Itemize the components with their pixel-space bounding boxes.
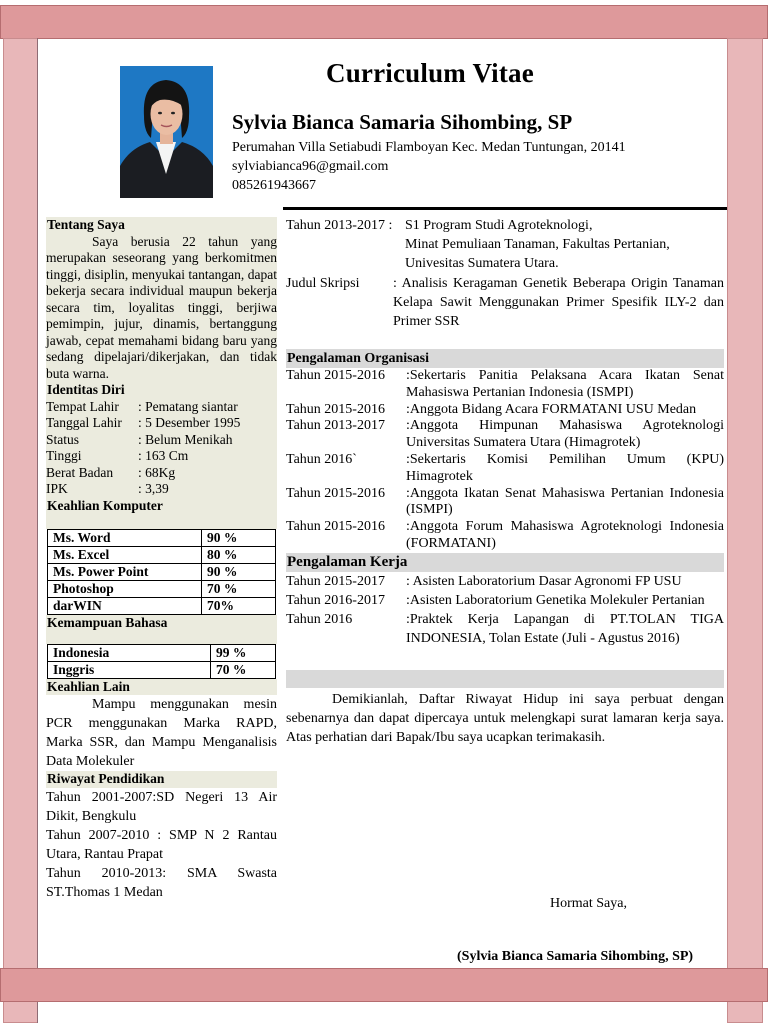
- computer-skills-heading: Keahlian Komputer: [46, 498, 277, 515]
- other-skills-text: Mampu menggunakan mesin PCR menggunakan Marka RAPD, Marka SSR, dan Mampu Menganalisis Data Molekuler: [46, 697, 277, 769]
- about-heading: Tentang Saya: [46, 217, 277, 234]
- regards-text: Hormat Saya,: [550, 896, 627, 911]
- organization-heading: Pengalaman Organisasi: [286, 349, 724, 368]
- identity-row: [46, 481, 277, 498]
- language-level: 99 %: [211, 644, 276, 661]
- thesis-row: [286, 274, 724, 331]
- table-row: [48, 598, 276, 615]
- section-spacer: [286, 648, 724, 670]
- thesis-label: Judul Skripsi: [286, 276, 360, 291]
- work-year: Tahun 2016-2017: [286, 592, 385, 608]
- work-heading: Pengalaman Kerja: [286, 553, 724, 572]
- education-line: Univesitas Sumatera Utara.: [405, 256, 559, 271]
- signature-name: (Sylvia Bianca Samaria Sihombing, SP): [457, 949, 694, 964]
- right-border-strip: [727, 38, 763, 1023]
- skill-name: Ms. Word: [48, 530, 202, 547]
- list-item: [286, 368, 724, 402]
- skill-name: darWIN: [48, 598, 202, 615]
- language-name: Inggris: [48, 661, 211, 678]
- left-border-strip: [3, 38, 38, 1023]
- identity-value: : 163 Cm: [138, 448, 189, 463]
- closing-gray-bar: [286, 670, 724, 688]
- skill-name: Ms. Power Point: [48, 564, 202, 581]
- org-text: :Anggota Forum Mahasiswa Agroteknologi Indonesia (FORMATANI): [406, 519, 724, 551]
- identity-key: Berat Badan: [46, 464, 114, 480]
- table-row: [48, 644, 276, 661]
- language-name: Indonesia: [48, 644, 211, 661]
- section-spacer: [286, 331, 724, 349]
- thesis-text: : Analisis Keragaman Genetik Beberapa Origin Tanaman Kelapa Sawit Menggunakan Primer Spesifik ILY-2 dan Primer SSR: [393, 276, 724, 329]
- org-text: :Sekertaris Panitia Pelaksana Acara Ikatan Senat Mahasiswa Pertanian Indonesia (ISMPI): [406, 368, 724, 400]
- education-degree: S1 Program Studi Agroteknologi,: [405, 218, 593, 233]
- identity-row: [46, 432, 277, 449]
- identity-row: [46, 399, 277, 416]
- work-text: : Asisten Laboratorium Dasar Agronomi FP USU: [406, 573, 682, 589]
- top-border-band: [0, 5, 768, 39]
- left-border-line: [37, 38, 38, 1023]
- list-item: [286, 402, 724, 419]
- work-text: :Asisten Laboratorium Genetika Molekuler Pertanian: [406, 592, 705, 608]
- org-text: :Sekertaris Komisi Pemilihan Umum (KPU) Himagrotek: [406, 451, 724, 484]
- list-item: [286, 572, 724, 591]
- computer-skills-table: [47, 529, 276, 615]
- other-skills-heading: Keahlian Lain: [46, 679, 277, 696]
- identity-value: : 5 Desember 1995: [138, 415, 241, 430]
- org-text: :Anggota Ikatan Senat Mahasiswa Pertanian Indonesia (ISMPI): [406, 485, 724, 518]
- identity-key: Status: [46, 431, 80, 447]
- org-year: Tahun 2013-2017: [286, 418, 385, 434]
- skill-name: Ms. Excel: [48, 547, 202, 564]
- profile-photo: [120, 66, 213, 198]
- language-table: [47, 644, 276, 679]
- identity-row: [46, 415, 277, 432]
- bottom-border-band: [0, 968, 768, 1002]
- closing-paragraph: Demikianlah, Daftar Riwayat Hidup ini saya perbuat dengan sebenarnya dan dapat dipercaya untuk melengkapi surat lamaran kerja saya. Atas perhatian dari Bapak/Ibu saya ucapkan terimakasih.: [286, 691, 724, 745]
- org-text: :Anggota Bidang Acara FORMATANI USU Medan: [406, 401, 697, 417]
- work-text: :Praktek Kerja Lapangan di PT.TOLAN TIGA INDONESIA, Tolan Estate (Juli - Agustus 2016): [406, 611, 724, 646]
- table-row: [48, 547, 276, 564]
- left-column: [46, 217, 277, 902]
- identity-row: [46, 448, 277, 465]
- list-item: [286, 452, 724, 486]
- work-year: Tahun 2015-2017: [286, 573, 385, 589]
- address-text: Perumahan Villa Setiabudi Flamboyan Kec. Medan Tuntungan, 20141: [232, 140, 626, 155]
- list-item: [286, 486, 724, 520]
- org-year: Tahun 2015-2016: [286, 485, 385, 501]
- header-divider: [283, 207, 727, 210]
- work-year: Tahun 2016: [286, 611, 353, 627]
- identity-list: [46, 399, 277, 498]
- table-row: [48, 581, 276, 598]
- education-year: Tahun 2013-2017 :: [286, 218, 393, 233]
- identity-value: : 3,39: [138, 481, 169, 496]
- identity-key: Tanggal Lahir: [46, 415, 122, 430]
- skill-name: Photoshop: [48, 581, 202, 598]
- language-level: 70 %: [211, 661, 276, 678]
- list-item: [286, 418, 724, 452]
- org-year: Tahun 2015-2016: [286, 519, 385, 535]
- table-row: [48, 564, 276, 581]
- identity-heading: Identitas Diri: [46, 382, 277, 399]
- education-item: Tahun 2001-2007:SD Negeri 13 Air Dikit, Bengkulu: [46, 789, 277, 824]
- education-item: Tahun 2007-2010 : SMP N 2 Rantau Utara, Rantau Prapat: [46, 827, 277, 862]
- list-item: [286, 519, 724, 553]
- identity-value: : Belum Menikah: [138, 431, 233, 447]
- identity-value: : 68Kg: [138, 464, 176, 480]
- skill-level: 70%: [202, 598, 276, 615]
- section-spacer: [46, 514, 277, 529]
- education-row: [286, 216, 724, 235]
- right-column: [286, 216, 724, 747]
- table-row: [48, 530, 276, 547]
- identity-key: Tempat Lahir: [46, 398, 119, 414]
- email-text: sylviabianca96@gmail.com: [232, 159, 389, 174]
- skill-level: 70 %: [202, 581, 276, 598]
- identity-key: Tinggi: [46, 448, 82, 463]
- education-heading: Riwayat Pendidikan: [46, 771, 277, 788]
- org-year: Tahun 2016`: [286, 451, 357, 467]
- language-heading: Kemampuan Bahasa: [46, 615, 277, 632]
- list-item: [286, 591, 724, 610]
- identity-row: [46, 465, 277, 482]
- skill-level: 90 %: [202, 530, 276, 547]
- about-text: Saya berusia 22 tahun yang merupakan seseorang yang berkomitmen tinggi, disiplin, menyukai tantangan, dapat bekerja secara individual maupun bekerja secara tim, loyalitas tinggi, berjiwa pemimpin, jujur, dinamis, bertanggung jawab, cepat memahami bidang baru yang sedang dipelajari/dikerjakan, dan tidak buta warna.: [46, 233, 277, 381]
- org-text: :Anggota Himpunan Mahasiswa Agroteknologi Universitas Sumatera Utara (Himagrotek): [406, 418, 724, 451]
- identity-value: : Pematang siantar: [138, 398, 238, 414]
- organization-list: [286, 368, 724, 553]
- section-spacer: [46, 632, 277, 644]
- candidate-name: Sylvia Bianca Samaria Sihombing, SP: [232, 110, 573, 134]
- phone-text: 085261943667: [232, 178, 316, 193]
- skill-level: 80 %: [202, 547, 276, 564]
- education-line: Minat Pemuliaan Tanaman, Fakultas Pertanian,: [405, 237, 670, 252]
- cv-title: Curriculum Vitae: [326, 58, 534, 88]
- list-item: [286, 610, 724, 648]
- identity-key: IPK: [46, 481, 68, 496]
- org-year: Tahun 2015-2016: [286, 368, 385, 383]
- education-item: Tahun 2010-2013: SMA Swasta ST.Thomas 1 Medan: [46, 865, 277, 900]
- table-row: [48, 661, 276, 678]
- skill-level: 90 %: [202, 564, 276, 581]
- org-year: Tahun 2015-2016: [286, 401, 385, 417]
